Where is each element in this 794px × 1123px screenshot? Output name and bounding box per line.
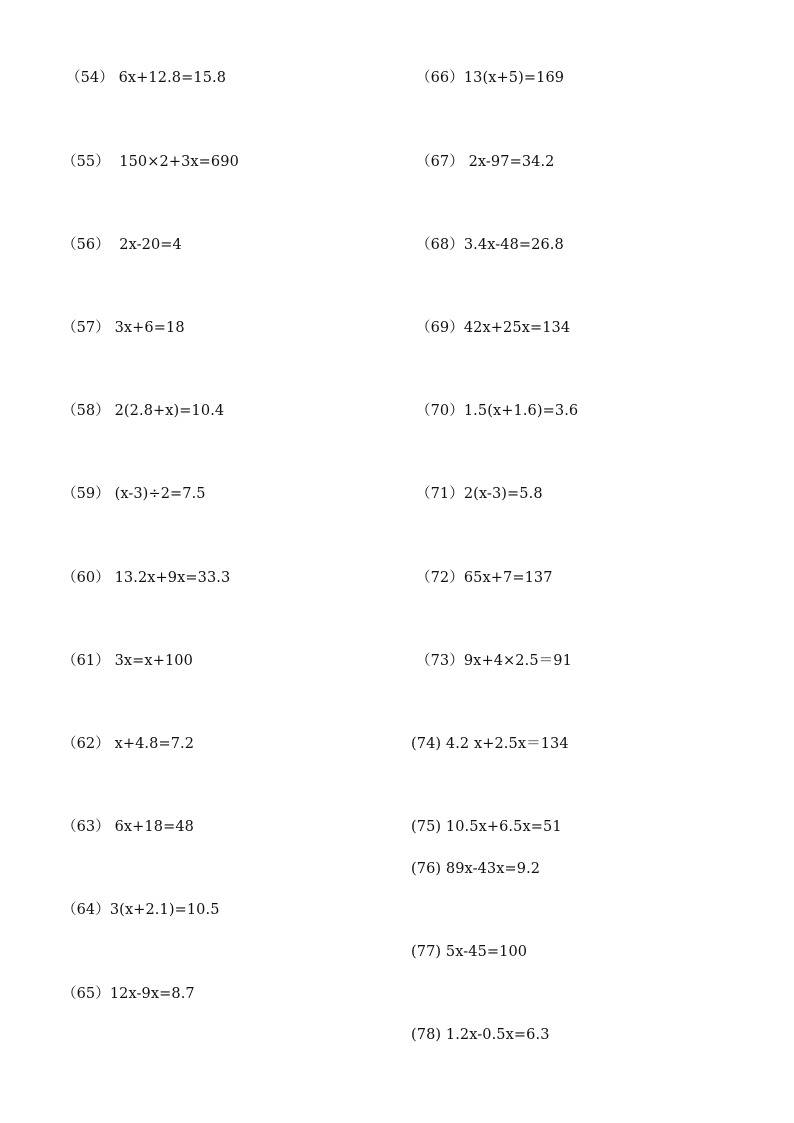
problem-number: （72） bbox=[416, 570, 464, 586]
equation-text: 6x+18=48 bbox=[114, 819, 194, 835]
problem-54 bbox=[66, 69, 226, 87]
equation-text: 5x-45=100 bbox=[445, 944, 528, 960]
problem-number: （73） bbox=[416, 653, 464, 669]
equation-text: 4.2 x+2.5x＝134 bbox=[445, 736, 569, 752]
problem-74 bbox=[411, 735, 569, 753]
equation-text: 2x-97=34.2 bbox=[468, 154, 555, 170]
equation-text: 3x=x+100 bbox=[114, 653, 193, 669]
equation-text: 9x+4×2.5＝91 bbox=[463, 653, 572, 669]
equation-text: 42x+25x=134 bbox=[463, 320, 571, 336]
problem-56 bbox=[62, 236, 182, 254]
problem-65 bbox=[62, 985, 195, 1003]
problem-number: （63） bbox=[62, 819, 110, 835]
problem-76 bbox=[411, 860, 540, 878]
equation-text: 6x+12.8=15.8 bbox=[118, 70, 227, 86]
equation-text: (x-3)÷2=7.5 bbox=[114, 486, 206, 502]
problem-57 bbox=[62, 319, 185, 337]
problem-number: (75) bbox=[411, 819, 442, 835]
equation-text: 1.5(x+1.6)=3.6 bbox=[463, 403, 579, 419]
problem-75 bbox=[411, 818, 562, 836]
problem-77 bbox=[411, 943, 527, 961]
equation-text: 3x+6=18 bbox=[114, 320, 185, 336]
problem-number: (76) bbox=[411, 861, 442, 877]
equation-text: 2(2.8+x)=10.4 bbox=[114, 403, 225, 419]
problem-number: （70） bbox=[416, 403, 464, 419]
problem-59 bbox=[62, 485, 206, 503]
problem-69 bbox=[416, 319, 570, 337]
equation-text: 2x-20=4 bbox=[119, 237, 182, 253]
problem-number: （58） bbox=[62, 403, 110, 419]
problem-number: (74) bbox=[411, 736, 442, 752]
problem-67 bbox=[416, 153, 555, 171]
problem-55 bbox=[62, 153, 239, 171]
equation-text: 10.5x+6.5x=51 bbox=[445, 819, 562, 835]
equation-text: 2(x-3)=5.8 bbox=[463, 486, 543, 502]
problem-number: （61） bbox=[62, 653, 110, 669]
problem-66 bbox=[416, 69, 564, 87]
problem-73 bbox=[416, 652, 572, 670]
problem-72 bbox=[416, 569, 553, 587]
problem-60 bbox=[62, 569, 230, 587]
equation-text: 12x-9x=8.7 bbox=[109, 986, 195, 1002]
equation-text: 13.2x+9x=33.3 bbox=[114, 570, 231, 586]
problem-number: （54） bbox=[66, 70, 114, 86]
equation-text: x+4.8=7.2 bbox=[114, 736, 195, 752]
problem-number: （57） bbox=[62, 320, 110, 336]
equation-text: 150×2+3x=690 bbox=[119, 154, 239, 170]
equation-text: 1.2x-0.5x=6.3 bbox=[445, 1027, 550, 1043]
problem-71 bbox=[416, 485, 543, 503]
problem-number: （60） bbox=[62, 570, 110, 586]
equation-text: 13(x+5)=169 bbox=[463, 70, 565, 86]
problem-70 bbox=[416, 402, 578, 420]
problem-58 bbox=[62, 402, 224, 420]
problem-number: （65） bbox=[62, 986, 110, 1002]
problem-number: (77) bbox=[411, 944, 442, 960]
problem-68 bbox=[416, 236, 564, 254]
equation-text: 3.4x-48=26.8 bbox=[463, 237, 564, 253]
problem-number: （64） bbox=[62, 902, 110, 918]
problem-number: （55） bbox=[62, 154, 110, 170]
problem-61 bbox=[62, 652, 193, 670]
equation-text: 3(x+2.1)=10.5 bbox=[109, 902, 220, 918]
problem-number: （59） bbox=[62, 486, 110, 502]
problem-number: （68） bbox=[416, 237, 464, 253]
problem-78 bbox=[411, 1026, 550, 1044]
problem-number: （66） bbox=[416, 70, 464, 86]
equation-text: 65x+7=137 bbox=[463, 570, 553, 586]
problem-number: （56） bbox=[62, 237, 110, 253]
problem-64 bbox=[62, 901, 220, 919]
problem-number: （67） bbox=[416, 154, 464, 170]
problem-63 bbox=[62, 818, 194, 836]
problem-number: （69） bbox=[416, 320, 464, 336]
equation-text: 89x-43x=9.2 bbox=[445, 861, 541, 877]
problem-number: （71） bbox=[416, 486, 464, 502]
problem-62 bbox=[62, 735, 194, 753]
problem-number: （62） bbox=[62, 736, 110, 752]
problem-number: (78) bbox=[411, 1027, 442, 1043]
